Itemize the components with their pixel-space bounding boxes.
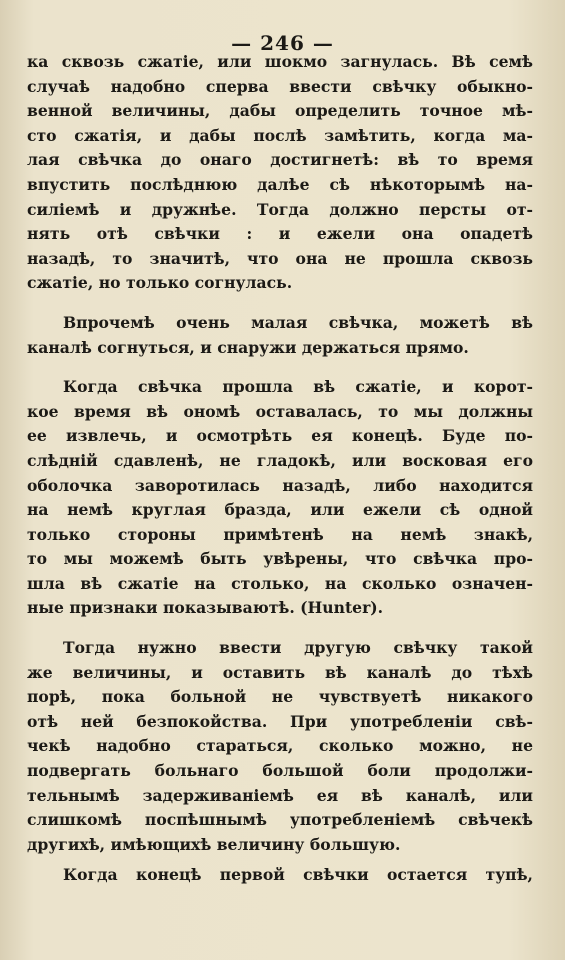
text-line: другихѣ, имѣющихѣ величину большую. [27, 834, 401, 854]
text-line: нять отѣ свѣчки : и ежели она опадетѣ [27, 224, 533, 244]
text-line: Когда конецѣ первой свѣчки остается тупѣ, [63, 865, 533, 885]
text-line: силiемѣ и дружнѣе. Тогда должно персты от- [27, 199, 533, 219]
text-line: ные признаки показываютѣ. (Hunter). [27, 598, 384, 618]
text-line: Тогда нужно ввести другую свѣчку такой [63, 638, 533, 658]
text-line: Когда свѣчка прошла вѣ сжатiе, и корот- [63, 377, 533, 397]
text-line: слѣднiй сдавленѣ, не гладокѣ, или восковая его [27, 450, 533, 470]
text-line: случаѣ надобно сперва ввести свѣчку обыкно- [27, 76, 533, 96]
text-line: впустить послѣднюю далѣе сѣ нѣкоторымѣ на- [27, 174, 533, 194]
text-line: ка сквозь сжатiе, или шокмо загнулась. Вѣ семѣ [27, 52, 533, 71]
paragraph-1 [27, 50, 533, 296]
text-line: ее извлечь, и осмотрѣть ея конецѣ. Буде по- [27, 426, 533, 446]
text-line: же величины, и оставить вѣ каналѣ до тѣхѣ [27, 662, 533, 682]
text-line: оболочка заворотилась назадѣ, либо находится [27, 475, 533, 495]
paragraph-4 [27, 636, 533, 857]
paragraph-5 [27, 863, 533, 888]
text-line: шла вѣ сжатiе на столько, на сколько означен- [27, 573, 533, 593]
page-number: — 246 — [231, 31, 334, 55]
text-line: чекѣ надобно стараться, сколько можно, не [27, 736, 533, 756]
text-line: венной величины, дабы определить точное мѣ- [27, 101, 533, 121]
text-line: сжатiе, но только согнулась. [27, 273, 293, 293]
text-line: то мы можемѣ быть увѣрены, что свѣчка про- [27, 549, 533, 569]
text-line: подвергать больнаго большой боли продолжи- [27, 761, 533, 781]
text-line: кое время вѣ ономѣ оставалась, то мы должны [27, 401, 533, 421]
text-line: слишкомѣ поспѣшнымѣ употребленiемѣ свѣчекѣ [27, 810, 533, 830]
text-line: только стороны примѣтенѣ на немѣ знакѣ, [27, 524, 533, 544]
text-line: тельнымѣ задерживанiемѣ ея вѣ каналѣ, или [27, 785, 533, 805]
text-line: Впрочемѣ очень малая свѣчка, можетѣ вѣ [63, 312, 533, 332]
text-line: на немѣ круглая бразда, или ежели сѣ одной [27, 500, 533, 520]
paragraph-3 [27, 375, 533, 621]
text-line: назадѣ, то значитѣ, что она не прошла сквозь [27, 248, 533, 268]
paragraph-2 [27, 311, 533, 360]
body-text [27, 50, 533, 888]
text-line: каналѣ согнуться, и снаружи держаться прямо. [27, 337, 469, 357]
text-line: порѣ, пока больной не чувствуетѣ никакого [27, 687, 533, 707]
text-line: отѣ ней безпокойства. При употребленiи свѣ- [27, 711, 533, 731]
text-line: лая свѣчка до онаго достигнетѣ: вѣ то время [27, 150, 533, 170]
text-line: сто сжатiя, и дабы послѣ замѣтить, когда ма- [27, 125, 533, 145]
